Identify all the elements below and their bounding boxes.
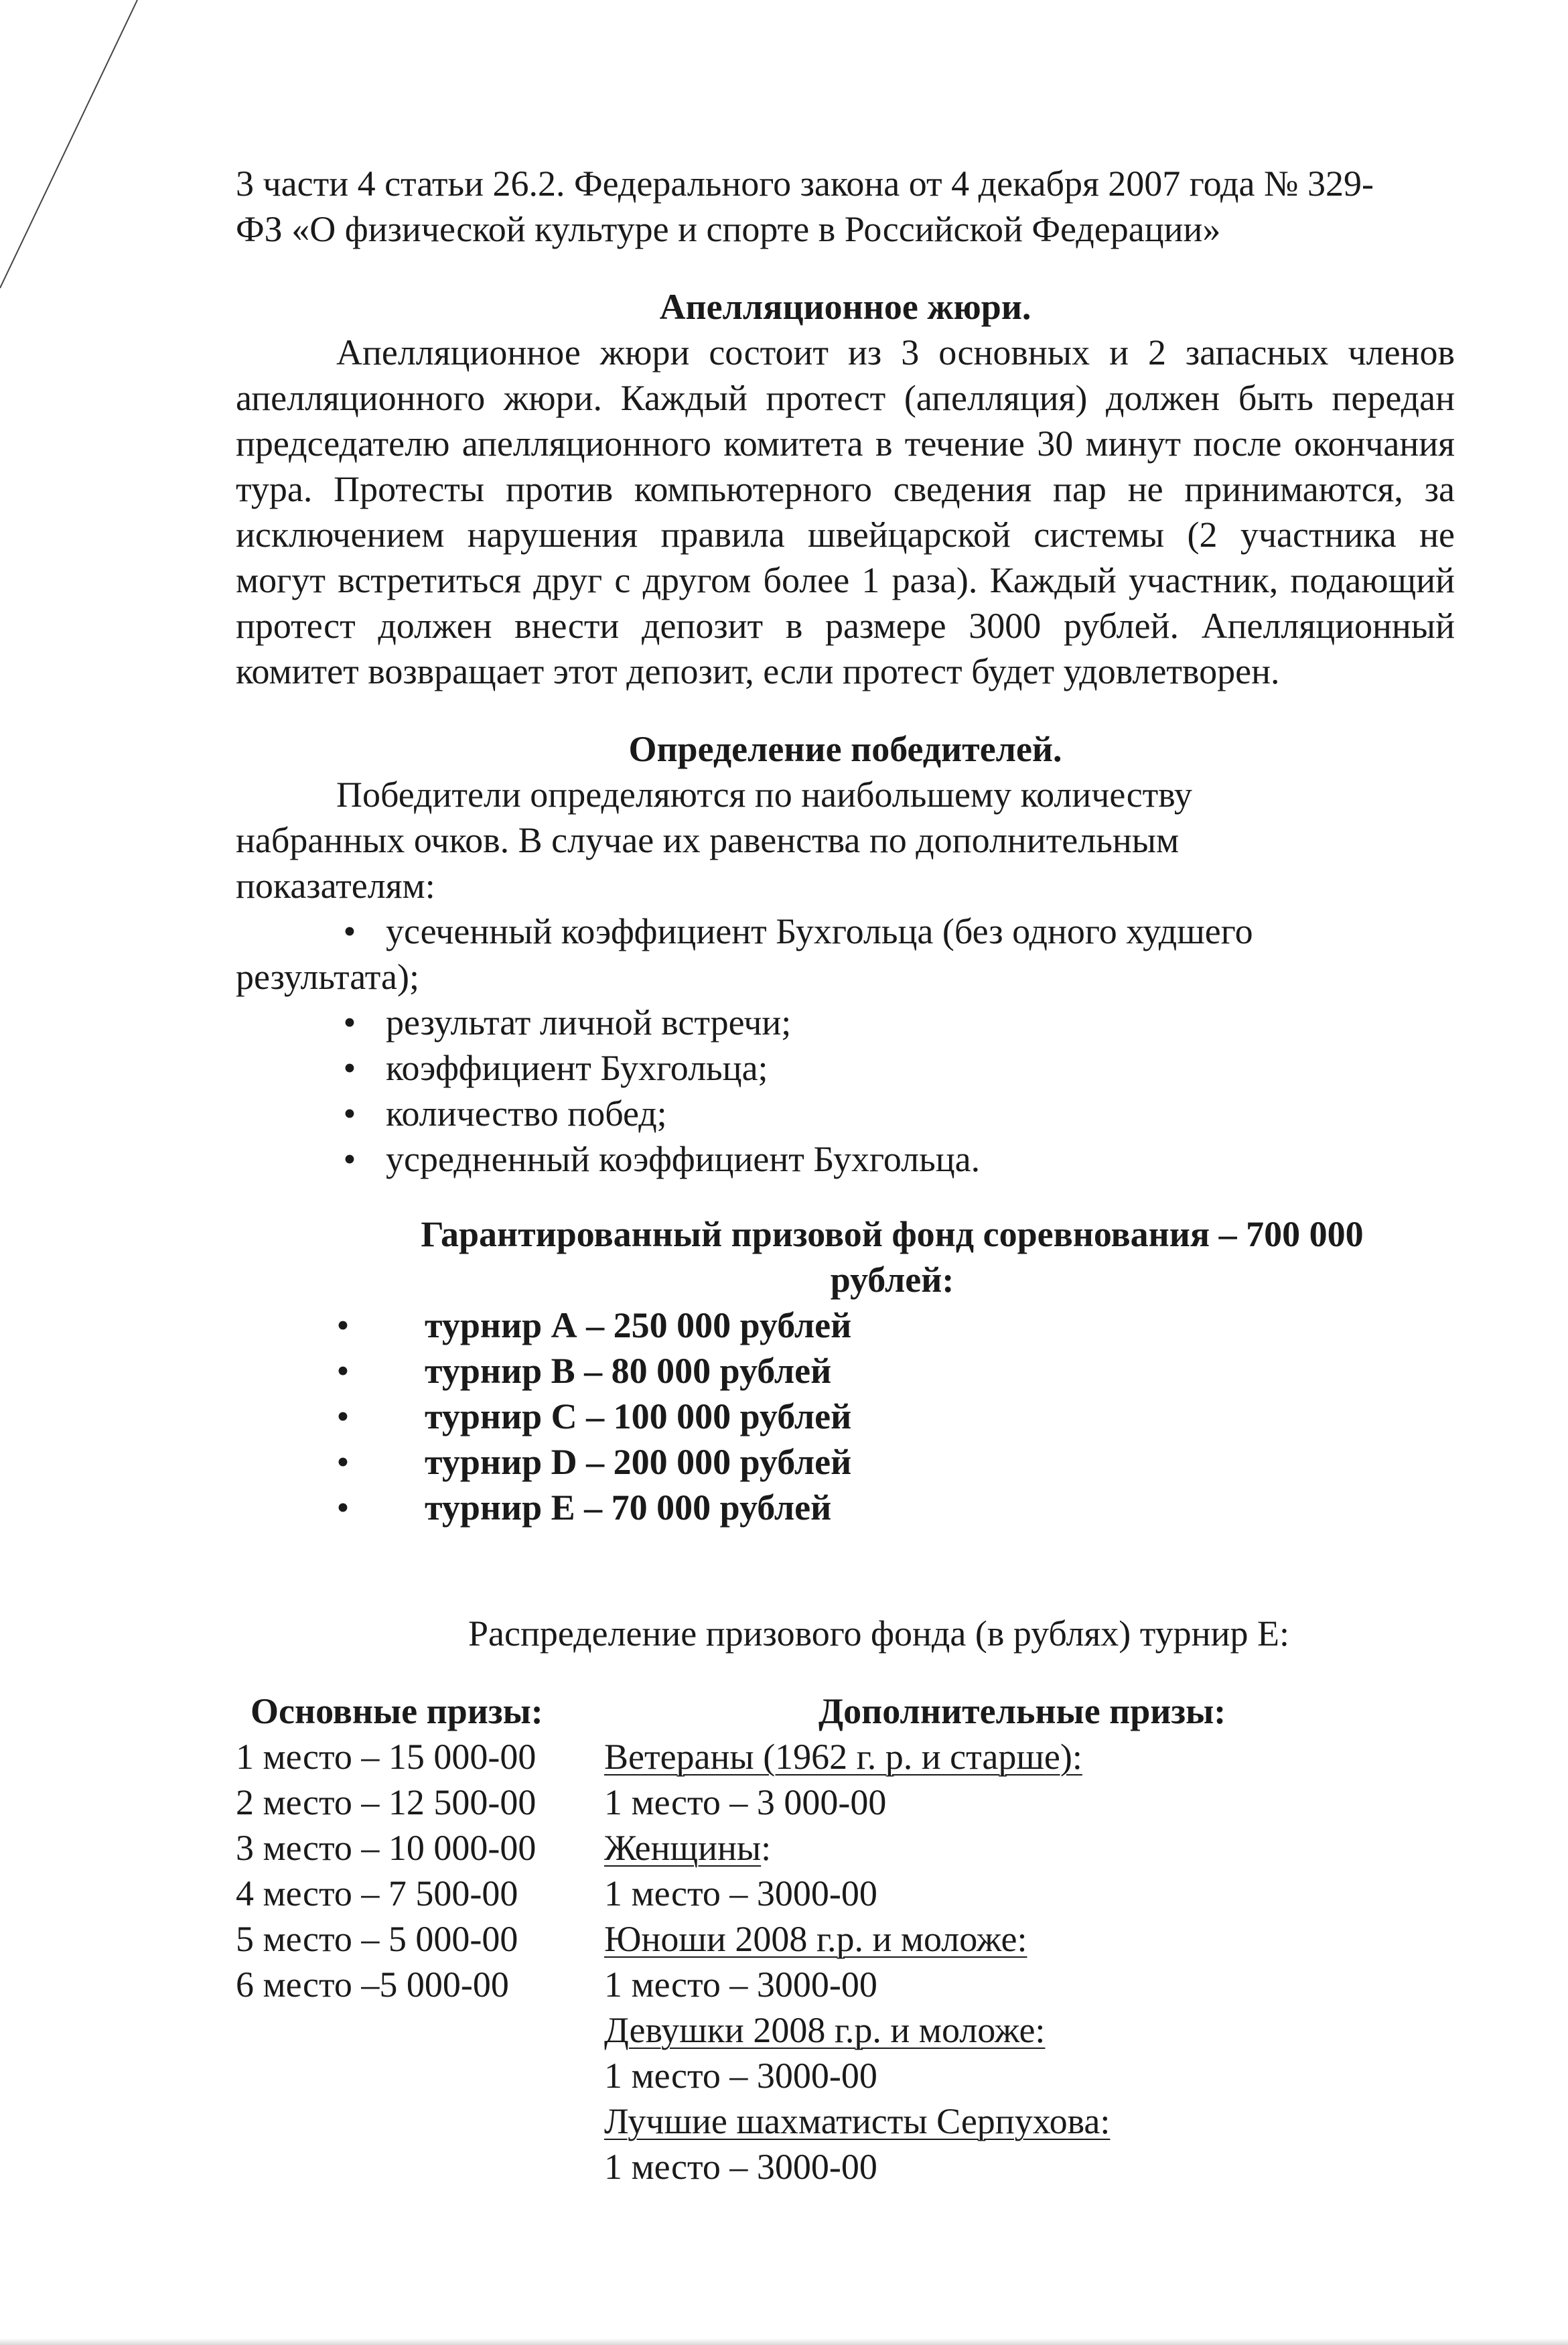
appeal-text: Апелляционное жюри состоит из 3 основных и 2 запасных членов апелляционного жюри. Каждый протест (апелляция) должен быть передан председателю апелляционного комитета в течение 30 минут после окончания тура. Протесты против компьютерного сведения пар не принимаются, за исключением нарушения правила швейцарской системы (2 участника не могут встретиться друг с другом более 1 раза). Каждый участник, подающий протест должен внести депозит в размере 3000 рублей. Апелляционный комитет возвращает этот депозит, если протест будет удовлетворен. — [236, 332, 1455, 691]
prize-fund-heading-2: рублей: — [830, 1260, 954, 1300]
prize-fund-heading-1: Гарантированный призовой фонд соревнования – 700 000 — [421, 1214, 1364, 1254]
bullet-icon: • — [336, 1442, 350, 1482]
list-item: • усеченный коэффициент Бухгольца (без одного худшего результата); — [236, 909, 1455, 1000]
scan-edge-line — [0, 0, 161, 295]
main-prizes-heading: Основные призы: — [251, 1691, 543, 1731]
bullet-icon: • — [343, 911, 356, 951]
bullet-icon: • — [343, 1093, 356, 1134]
list-item: 1 место – 3000-00 — [604, 1964, 877, 2005]
list-item: 4 место – 7 500-00 — [236, 1873, 518, 1914]
list-item: 1 место – 3 000-00 — [604, 1782, 887, 1822]
extra-prizes-heading: Дополнительные призы: — [818, 1691, 1226, 1731]
document-body — [236, 161, 1455, 2190]
list-item: • турнир С – 100 000 рублей — [236, 1394, 1455, 1439]
scan-bottom-edge — [0, 2338, 1568, 2345]
appeal-heading: Апелляционное жюри. — [659, 287, 1031, 327]
extra-prizes — [604, 1688, 1455, 2190]
list-item: • турнир А – 250 000 рублей — [236, 1302, 1455, 1348]
bullet-icon: • — [343, 1139, 356, 1179]
bullet-icon: • — [343, 1048, 356, 1088]
list-item: 2 место – 12 500-00 — [236, 1782, 537, 1822]
tiebreak-list — [236, 909, 1455, 1182]
list-item: • количество побед; — [236, 1091, 1455, 1136]
list-item: • турнир D – 200 000 рублей — [236, 1439, 1455, 1485]
bullet-icon: • — [336, 1396, 350, 1436]
list-item: 1 место – 3000-00 — [604, 2147, 877, 2187]
category-label: Женщины: — [604, 1828, 772, 1868]
prize-distribution — [236, 1688, 1455, 2190]
bullet-icon: • — [336, 1351, 350, 1391]
bullet-icon: • — [336, 1305, 350, 1345]
distribution-heading: Распределение призового фонда (в рублях) турнир Е: — [468, 1613, 1289, 1654]
winners-heading: Определение победителей. — [628, 729, 1062, 769]
bullet-icon: • — [343, 1002, 356, 1043]
list-item: 1 место – 3000-00 — [604, 2056, 877, 2096]
intro-line-1: 3 части 4 статьи 26.2. Федерального закона от 4 декабря 2007 года № 329- — [236, 163, 1374, 204]
list-item: 1 место – 15 000-00 — [236, 1737, 537, 1777]
list-item: 5 место – 5 000-00 — [236, 1919, 518, 1959]
list-item: • результат личной встречи; — [236, 1000, 1455, 1045]
list-item: • турнир В – 80 000 рублей — [236, 1348, 1455, 1394]
category-label: Юноши 2008 г.р. и моложе: — [604, 1919, 1027, 1959]
category-label: Девушки 2008 г.р. и моложе: — [604, 2010, 1046, 2050]
list-item: • турнир Е – 70 000 рублей — [236, 1485, 1455, 1530]
list-item: 1 место – 3000-00 — [604, 1873, 877, 1914]
winners-text: Победители определяются по наибольшему количеству набранных очков. В случае их равенства по дополнительным показателям: — [236, 775, 1192, 906]
intro-line-2: ФЗ «О физической культуре и спорте в Российской Федерации» — [236, 209, 1221, 249]
main-prizes — [236, 1688, 604, 2190]
list-item: • коэффициент Бухгольца; — [236, 1045, 1455, 1091]
category-label: Лучшие шахматисты Серпухова: — [604, 2101, 1111, 2141]
list-item: • усредненный коэффициент Бухгольца. — [236, 1136, 1455, 1182]
bullet-icon: • — [336, 1487, 350, 1528]
list-item: 6 место –5 000-00 — [236, 1964, 509, 2005]
category-label: Ветераны (1962 г. р. и старше): — [604, 1737, 1082, 1777]
list-item: 3 место – 10 000-00 — [236, 1828, 537, 1868]
prize-fund-list — [236, 1302, 1455, 1530]
